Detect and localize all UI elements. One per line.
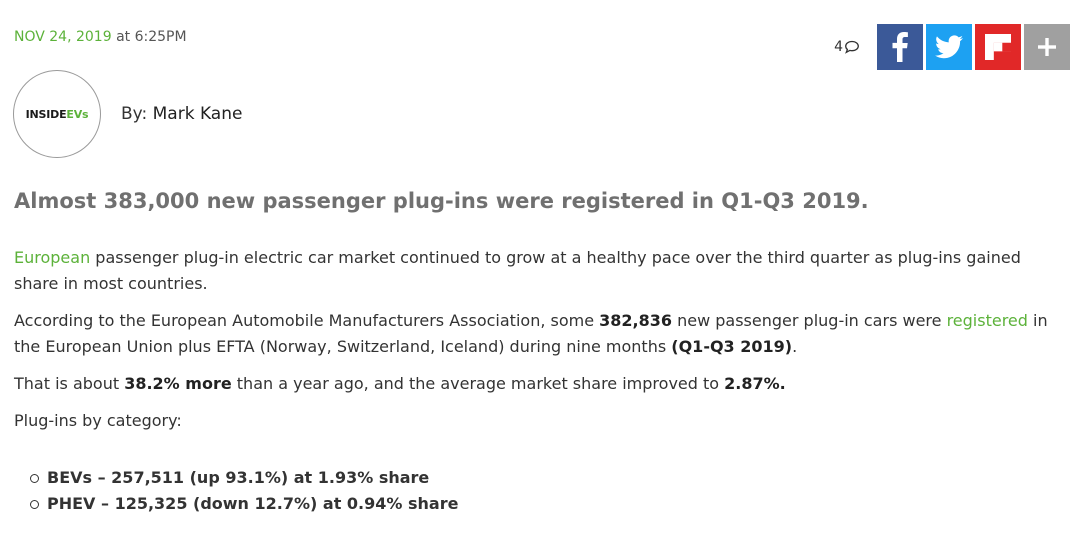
dateline bbox=[14, 29, 187, 45]
post-date: NOV 24, 2019 bbox=[14, 29, 112, 45]
insideevs-logo: INSIDEEVs bbox=[25, 107, 89, 121]
author-byline bbox=[121, 104, 242, 124]
paragraph-4: Plug-ins by category: bbox=[14, 411, 182, 430]
paragraph-3: That is about 38.2% more than a year ago, and the average market share improved to 2.87%. bbox=[14, 374, 786, 393]
author-avatar[interactable] bbox=[13, 70, 101, 158]
twitter-share-button[interactable] bbox=[926, 24, 972, 70]
twitter-icon bbox=[935, 35, 963, 59]
list-item: BEVs – 257,511 (up 93.1%) at 1.93% share bbox=[47, 465, 1066, 491]
byline-prefix: By: bbox=[121, 104, 153, 124]
list-item: PHEV – 125,325 (down 12.7%) at 0.94% share bbox=[47, 491, 1066, 517]
flipboard-share-button[interactable] bbox=[975, 24, 1021, 70]
paragraph-2: According to the European Automobile Manufacturers Association, some 382,836 new passenger plug-in cars were registered in the European Union plus EFTA (Norway, Switzerland, Iceland) during nine months (Q1-Q3 2019). bbox=[14, 311, 1048, 356]
comment-count: 4 bbox=[834, 39, 843, 55]
byline bbox=[13, 70, 242, 158]
flipboard-icon bbox=[985, 34, 1011, 60]
post-time: at 6:25PM bbox=[111, 29, 187, 45]
facebook-share-button[interactable] bbox=[877, 24, 923, 70]
facebook-icon bbox=[892, 32, 908, 62]
european-link[interactable]: European bbox=[14, 248, 91, 267]
market-share-figure: 2.87%. bbox=[724, 374, 786, 393]
registration-count: 382,836 bbox=[599, 311, 673, 330]
paragraph-1: European passenger plug-in electric car market continued to grow at a healthy pace over the third quarter as plug-ins gained share in most countries. bbox=[14, 248, 1021, 293]
comments-link[interactable] bbox=[834, 39, 860, 55]
article-body bbox=[14, 245, 1066, 517]
category-list bbox=[14, 465, 1066, 517]
comment-bubble-icon bbox=[844, 40, 860, 54]
article-subheadline: Almost 383,000 new passenger plug-ins were registered in Q1-Q3 2019. bbox=[14, 189, 869, 213]
registered-link[interactable]: registered bbox=[946, 311, 1028, 330]
period-label: (Q1-Q3 2019) bbox=[671, 337, 793, 356]
more-share-button[interactable] bbox=[1024, 24, 1070, 70]
share-bar bbox=[834, 24, 1070, 70]
plus-icon bbox=[1038, 38, 1056, 56]
author-name[interactable]: Mark Kane bbox=[152, 104, 243, 124]
growth-figure: 38.2% more bbox=[124, 374, 232, 393]
